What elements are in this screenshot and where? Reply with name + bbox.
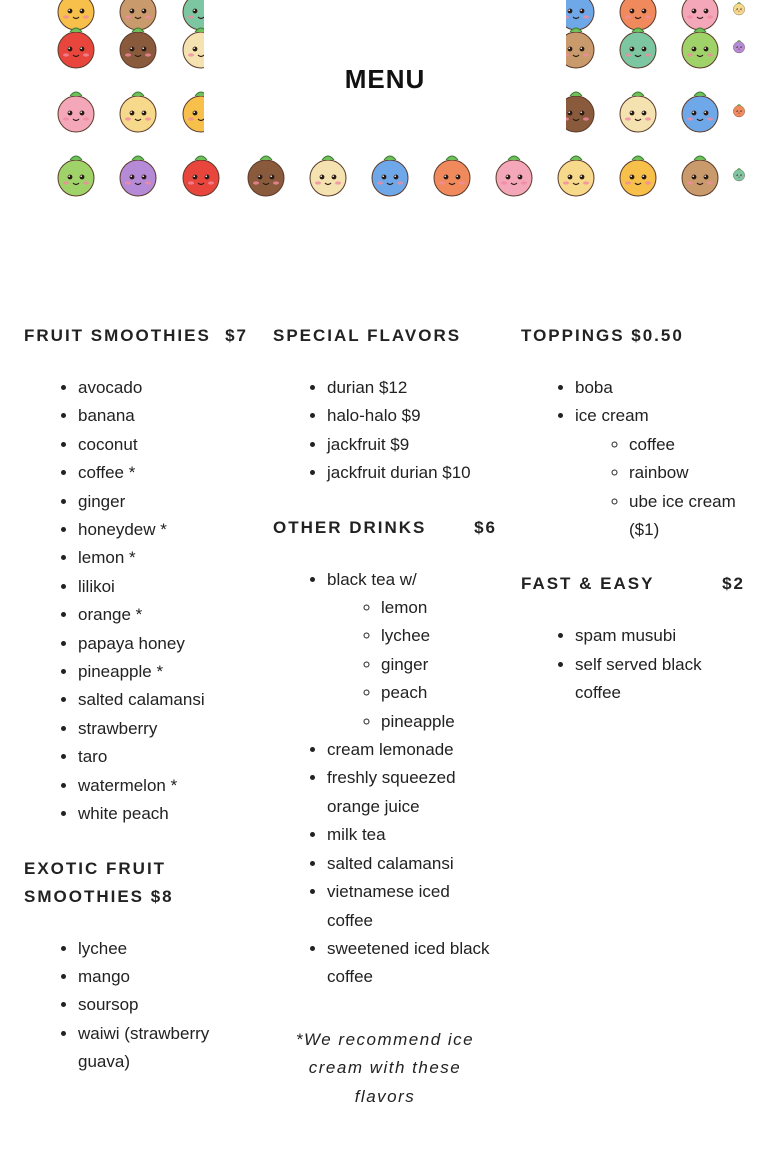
list-item-label: black tea w/ bbox=[327, 569, 417, 589]
list-item: • halo-halo $9 bbox=[327, 402, 497, 430]
list-item: • watermelon * bbox=[78, 772, 248, 800]
coffee-mug-icon bbox=[616, 150, 660, 198]
list-item: • banana bbox=[78, 402, 248, 430]
menu-column-3 bbox=[521, 322, 745, 734]
section-name: FAST & EASY bbox=[521, 574, 655, 594]
gingerbread-icon bbox=[554, 150, 598, 198]
cheesecake-icon bbox=[732, 22, 746, 70]
section-price: $6 bbox=[474, 517, 497, 537]
section-heading-toppings bbox=[521, 322, 745, 350]
list-item: ◦ lychee bbox=[381, 622, 497, 650]
list-item: • orange * bbox=[78, 601, 248, 629]
ice-cream-options-list bbox=[575, 431, 745, 545]
list-item: ◦ lemon bbox=[381, 594, 497, 622]
header-banner bbox=[24, 0, 746, 205]
list-item: • lychee bbox=[78, 935, 248, 963]
list-item bbox=[327, 566, 497, 736]
list-item: • salted calamansi bbox=[327, 850, 497, 878]
list-item: • ginger bbox=[78, 488, 248, 516]
list-item: ◦ rainbow bbox=[629, 459, 745, 487]
list-item-label: ice cream bbox=[575, 406, 649, 426]
fruit-smoothies-list bbox=[24, 374, 248, 829]
list-item: • salted calamansi bbox=[78, 686, 248, 714]
section-heading-exotic-fruit-smoothies bbox=[24, 855, 248, 911]
pancake-icon bbox=[54, 86, 98, 134]
list-item bbox=[575, 402, 745, 544]
list-item: • spam musubi bbox=[575, 622, 745, 650]
black-tea-options-list bbox=[327, 594, 497, 736]
list-item: • lemon * bbox=[78, 544, 248, 572]
list-item: • jackfruit durian $10 bbox=[327, 459, 497, 487]
melon-icon bbox=[179, 150, 223, 198]
page-title: MENU bbox=[344, 64, 426, 94]
menu-column-2 bbox=[273, 322, 497, 1111]
list-item: ◦ peach bbox=[381, 679, 497, 707]
exotic-smoothies-list bbox=[24, 935, 248, 1077]
coffee-bean-icon bbox=[116, 150, 160, 198]
list-item: • white peach bbox=[78, 800, 248, 828]
list-item: ◦ coffee bbox=[629, 431, 745, 459]
section-heading-other-drinks bbox=[273, 514, 497, 542]
list-item: • avocado bbox=[78, 374, 248, 402]
section-name: TOPPINGS $0.50 bbox=[521, 326, 684, 345]
mango-icon bbox=[616, 86, 660, 134]
menu-column-1 bbox=[24, 322, 248, 1103]
iced-coffee-icon bbox=[430, 150, 474, 198]
list-item: • durian $12 bbox=[327, 374, 497, 402]
other-drinks-list bbox=[273, 566, 497, 992]
section-name: OTHER DRINKS bbox=[273, 517, 427, 537]
ube-icon bbox=[492, 150, 536, 198]
list-item: • honeydew * bbox=[78, 516, 248, 544]
grapes-icon bbox=[306, 150, 350, 198]
list-item: • papaya honey bbox=[78, 630, 248, 658]
list-item: • jackfruit $9 bbox=[327, 431, 497, 459]
list-item: • sweetened iced black coffee bbox=[327, 935, 497, 992]
list-item: • lilikoi bbox=[78, 573, 248, 601]
section-price: $2 bbox=[722, 574, 745, 594]
list-item: ◦ pineapple bbox=[381, 708, 497, 736]
section-heading-special-flavors bbox=[273, 322, 497, 350]
toppings-list bbox=[521, 374, 745, 544]
list-item: • pineapple * bbox=[78, 658, 248, 686]
section-heading-fast-easy bbox=[521, 570, 745, 598]
milk-carton-icon bbox=[54, 22, 98, 70]
apple-icon bbox=[116, 86, 160, 134]
list-item: • milk tea bbox=[327, 821, 497, 849]
list-item: ◦ ube ice cream ($1) bbox=[629, 488, 745, 545]
gingerbread-icon bbox=[616, 22, 660, 70]
list-item: • coffee * bbox=[78, 459, 248, 487]
coffee-mug-icon bbox=[678, 22, 722, 70]
section-name: SPECIAL FLAVORS bbox=[273, 326, 462, 345]
list-item: • mango bbox=[78, 963, 248, 991]
list-item: • self served black coffee bbox=[575, 651, 745, 708]
list-item: • waiwi (strawberry guava) bbox=[78, 1020, 248, 1077]
list-item: • strawberry bbox=[78, 715, 248, 743]
blueberry-icon bbox=[678, 86, 722, 134]
cheesecake-icon bbox=[678, 150, 722, 198]
pancake-icon bbox=[732, 150, 746, 198]
durian-icon bbox=[368, 150, 412, 198]
section-name: EXOTIC FRUIT SMOOTHIES $8 bbox=[24, 858, 174, 906]
section-name: FRUIT SMOOTHIES bbox=[24, 326, 211, 345]
fast-easy-list bbox=[521, 622, 745, 707]
milk-carton-icon bbox=[732, 86, 746, 134]
watermelon-icon bbox=[116, 22, 160, 70]
title-panel bbox=[204, 0, 566, 140]
list-item: • taro bbox=[78, 743, 248, 771]
list-item: • soursop bbox=[78, 991, 248, 1019]
watermelon-icon bbox=[54, 150, 98, 198]
list-item: • coconut bbox=[78, 431, 248, 459]
recommendation-note: *We recommend ice cream with these flavors bbox=[295, 1029, 475, 1106]
guava-icon bbox=[244, 150, 288, 198]
list-item: ◦ ginger bbox=[381, 651, 497, 679]
list-item: • cream lemonade bbox=[327, 736, 497, 764]
special-flavors-list bbox=[273, 374, 497, 488]
section-heading-fruit-smoothies bbox=[24, 322, 248, 350]
list-item: • freshly squeezed orange juice bbox=[327, 764, 497, 821]
list-item: • vietnamese iced coffee bbox=[327, 878, 497, 935]
section-price: $7 bbox=[225, 326, 248, 345]
list-item: • boba bbox=[575, 374, 745, 402]
